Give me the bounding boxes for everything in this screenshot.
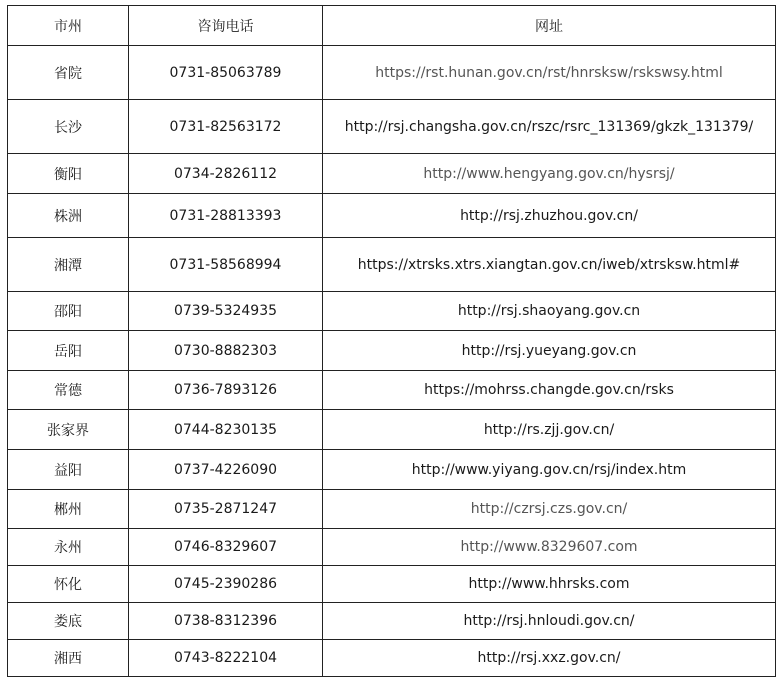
city-cell: 岳阳 <box>8 331 129 371</box>
table-row <box>8 238 776 292</box>
city-cell: 永州 <box>8 529 129 566</box>
table-row <box>8 566 776 603</box>
url-link[interactable]: http://rsj.yueyang.gov.cn <box>323 331 776 371</box>
url-link[interactable]: http://rsj.shaoyang.gov.cn <box>323 292 776 331</box>
url-link[interactable]: http://rsj.hnloudi.gov.cn/ <box>323 603 776 640</box>
city-cell: 郴州 <box>8 490 129 529</box>
table-row <box>8 292 776 331</box>
city-cell: 长沙 <box>8 100 129 154</box>
table-row <box>8 529 776 566</box>
table-row <box>8 450 776 490</box>
header-city: 市州 <box>8 6 129 46</box>
table-row <box>8 410 776 450</box>
header-url: 网址 <box>323 6 776 46</box>
city-cell: 常德 <box>8 371 129 410</box>
table-row <box>8 640 776 677</box>
url-link[interactable]: http://www.hhrsks.com <box>323 566 776 603</box>
city-cell: 省院 <box>8 46 129 100</box>
contact-table <box>7 5 776 677</box>
table-row <box>8 490 776 529</box>
url-link[interactable]: http://www.yiyang.gov.cn/rsj/index.htm <box>323 450 776 490</box>
url-link[interactable]: http://www.8329607.com <box>323 529 776 566</box>
phone-cell: 0746-8329607 <box>129 529 323 566</box>
phone-cell: 0737-4226090 <box>129 450 323 490</box>
phone-cell: 0731-58568994 <box>129 238 323 292</box>
url-link[interactable]: https://mohrss.changde.gov.cn/rsks <box>323 371 776 410</box>
header-row <box>8 6 776 46</box>
phone-cell: 0731-82563172 <box>129 100 323 154</box>
url-link[interactable]: http://rsj.zhuzhou.gov.cn/ <box>323 194 776 238</box>
phone-cell: 0731-28813393 <box>129 194 323 238</box>
table-row <box>8 194 776 238</box>
table-row <box>8 371 776 410</box>
url-link[interactable]: http://czrsj.czs.gov.cn/ <box>323 490 776 529</box>
city-cell: 益阳 <box>8 450 129 490</box>
city-cell: 衡阳 <box>8 154 129 194</box>
city-cell: 湘潭 <box>8 238 129 292</box>
city-cell: 邵阳 <box>8 292 129 331</box>
table-header <box>8 6 776 46</box>
url-link[interactable]: https://rst.hunan.gov.cn/rst/hnrsksw/rskswsy.html <box>323 46 776 100</box>
city-cell: 娄底 <box>8 603 129 640</box>
phone-cell: 0730-8882303 <box>129 331 323 371</box>
table-row <box>8 154 776 194</box>
url-link[interactable]: http://rs.zjj.gov.cn/ <box>323 410 776 450</box>
table-row <box>8 603 776 640</box>
table-row <box>8 331 776 371</box>
table-body <box>8 46 776 677</box>
phone-cell: 0736-7893126 <box>129 371 323 410</box>
city-cell: 张家界 <box>8 410 129 450</box>
phone-cell: 0734-2826112 <box>129 154 323 194</box>
phone-cell: 0739-5324935 <box>129 292 323 331</box>
phone-cell: 0745-2390286 <box>129 566 323 603</box>
url-link[interactable]: http://rsj.changsha.gov.cn/rszc/rsrc_131369/gkzk_131379/ <box>323 100 776 154</box>
city-cell: 湘西 <box>8 640 129 677</box>
phone-cell: 0744-8230135 <box>129 410 323 450</box>
phone-cell: 0735-2871247 <box>129 490 323 529</box>
phone-cell: 0743-8222104 <box>129 640 323 677</box>
url-link[interactable]: http://rsj.xxz.gov.cn/ <box>323 640 776 677</box>
header-phone: 咨询电话 <box>129 6 323 46</box>
table-row <box>8 100 776 154</box>
url-link[interactable]: http://www.hengyang.gov.cn/hysrsj/ <box>323 154 776 194</box>
url-link[interactable]: https://xtrsks.xtrs.xiangtan.gov.cn/iweb/xtrsksw.html# <box>323 238 776 292</box>
phone-cell: 0738-8312396 <box>129 603 323 640</box>
city-cell: 怀化 <box>8 566 129 603</box>
table-row <box>8 46 776 100</box>
city-cell: 株洲 <box>8 194 129 238</box>
phone-cell: 0731-85063789 <box>129 46 323 100</box>
